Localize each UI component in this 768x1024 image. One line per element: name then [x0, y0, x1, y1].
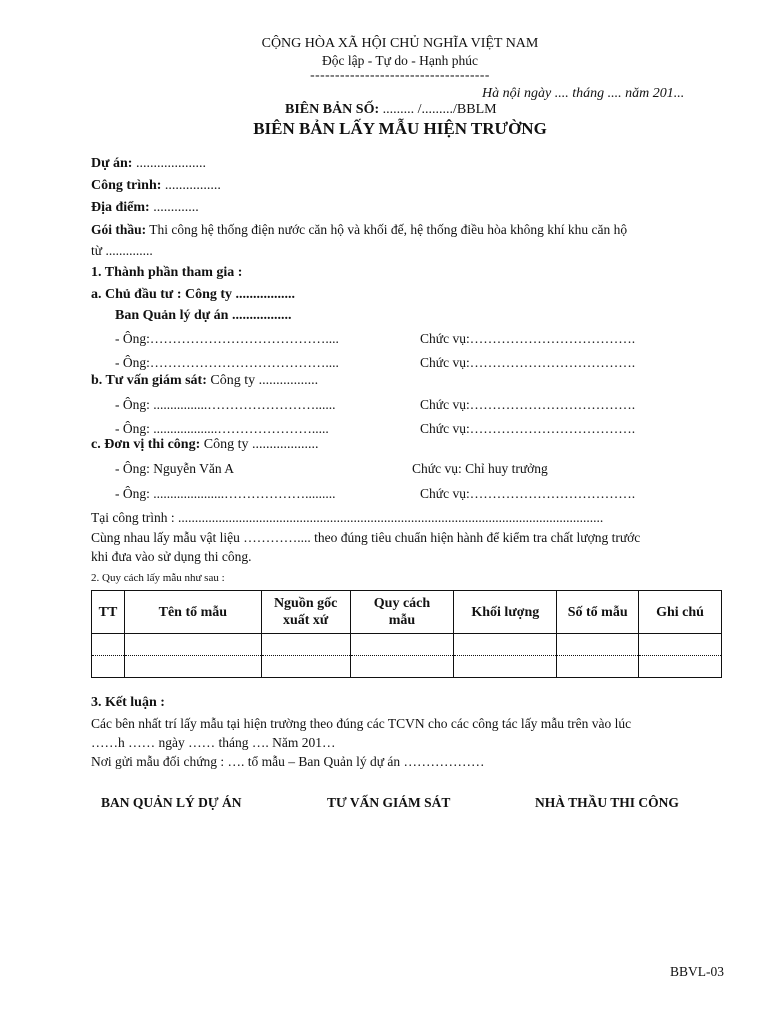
- reference-sample-line: Nơi gửi mẫu đối chứng : …. tổ mẫu – Ban Quản lý dự án ………………: [91, 754, 485, 769]
- place-date: Hà nội ngày .... tháng .... năm 201...: [482, 86, 685, 101]
- table-cell: [639, 634, 722, 656]
- form-code: BBVL-03: [670, 964, 724, 979]
- site-line: Tại công trình : ..............................................................................................................................: [91, 510, 604, 525]
- contractor-rep-position: Chức vụ:……………………………….: [420, 486, 636, 501]
- owner-rep-name: - Ông:…………………………………....: [115, 331, 339, 346]
- table-cell: [454, 656, 557, 678]
- pmb-label: Ban Quản lý dự án .................: [115, 308, 292, 323]
- column-header: Tên tổ mẫu: [124, 591, 261, 634]
- location-line: [91, 200, 199, 216]
- participants-heading: 1. Thành phần tham gia :: [91, 265, 243, 280]
- sampling-text: Cùng nhau lấy mẫu vật liệu ………….... theo đúng tiêu chuẩn hiện hành để kiểm tra chất lượng trước: [91, 530, 641, 545]
- signature-pmb: BAN QUẢN LÝ DỰ ÁN: [101, 795, 242, 810]
- table-row: [92, 634, 722, 656]
- location-value: .............: [149, 200, 199, 215]
- conclusion-datetime: ……h …… ngày …… tháng …. Năm 201…: [91, 735, 336, 750]
- contractor-line: [91, 437, 319, 453]
- location-label: Địa điểm:: [91, 200, 150, 215]
- contractor-company: Công ty ...................: [200, 437, 319, 452]
- conclusion-heading: 3. Kết luận :: [91, 695, 165, 710]
- national-title: CỘNG HÒA XÃ HỘI CHỦ NGHĨA VIỆT NAM: [261, 36, 539, 51]
- national-motto: Độc lập - Tự do - Hạnh phúc: [322, 53, 478, 68]
- column-header: Ghi chú: [639, 591, 722, 634]
- contractor-label: c. Đơn vị thi công:: [91, 437, 201, 452]
- document-title: BIÊN BẢN LẤY MẪU HIỆN TRƯỜNG: [253, 119, 547, 138]
- signature-supervisor: TƯ VẤN GIÁM SÁT: [327, 795, 451, 810]
- table-cell: [124, 634, 261, 656]
- spec-heading: 2. Quy cách lấy mẫu như sau :: [91, 572, 225, 584]
- table-cell: [350, 634, 454, 656]
- project-label: Dự án:: [91, 156, 133, 171]
- header-divider: ------------------------------------: [310, 67, 490, 82]
- supervisor-label: b. Tư vấn giám sát:: [91, 373, 207, 388]
- table-cell: [261, 656, 350, 678]
- record-number: [285, 102, 497, 118]
- project-value: ....................: [132, 156, 206, 171]
- table-cell: [350, 656, 454, 678]
- table-cell: [261, 634, 350, 656]
- table-cell: [92, 656, 125, 678]
- record-number-value: ......... /........./BBLM: [379, 102, 497, 117]
- package-value-continued: từ ..............: [91, 243, 153, 258]
- supervisor-rep-position: Chức vụ:……………………………….: [420, 397, 636, 412]
- sample-spec-table: [91, 590, 722, 678]
- project-line: [91, 156, 206, 172]
- table-cell: [454, 634, 557, 656]
- table-row: [92, 656, 722, 678]
- work-label: Công trình:: [91, 178, 162, 193]
- supervisor-rep-name: - Ông: ................……………………......: [115, 397, 336, 412]
- owner-label: a. Chủ đầu tư : Công ty .................: [91, 287, 296, 302]
- owner-rep-position: Chức vụ:……………………………….: [420, 355, 636, 370]
- contractor-rep-name: - Ông: .....................……………….........: [115, 486, 336, 501]
- supervisor-line: [91, 373, 318, 389]
- contractor-rep-position: Chức vụ: Chỉ huy trưởng: [412, 461, 548, 476]
- package-label: Gói thầu:: [91, 222, 147, 237]
- supervisor-company: Công ty .................: [206, 373, 319, 388]
- record-number-label: BIÊN BẢN SỐ:: [285, 102, 380, 117]
- owner-rep-name: - Ông:…………………………………....: [115, 355, 339, 370]
- owner-rep-position: Chức vụ:……………………………….: [420, 331, 636, 346]
- contractor-rep-name: - Ông: Nguyễn Văn A: [115, 461, 234, 476]
- work-line: [91, 178, 221, 194]
- sampling-text-continued: khi đưa vào sử dụng thi công.: [91, 549, 252, 564]
- supervisor-rep-position: Chức vụ:……………………………….: [420, 421, 636, 436]
- column-header: Số tổ mẫu: [557, 591, 639, 634]
- column-header: Khối lượng: [454, 591, 557, 634]
- conclusion-text: Các bên nhất trí lấy mẫu tại hiện trường theo đúng các TCVN cho các công tác lấy mẫu trên vào lúc: [91, 716, 632, 731]
- table-cell: [92, 634, 125, 656]
- supervisor-rep-name: - Ông: ...................………………….....: [115, 421, 329, 436]
- table-cell: [557, 634, 639, 656]
- table-cell: [124, 656, 261, 678]
- package-line: [91, 222, 627, 238]
- table-header-row: [92, 591, 722, 634]
- column-header: Quy cách mẫu: [350, 591, 454, 634]
- work-value: ................: [161, 178, 221, 193]
- table-cell: [557, 656, 639, 678]
- table-cell: [639, 656, 722, 678]
- package-value: Thi công hệ thống điện nước căn hộ và khối đế, hệ thống điều hòa không khí khu căn hộ: [146, 222, 628, 237]
- signature-contractor: NHÀ THẦU THI CÔNG: [535, 795, 679, 810]
- column-header: TT: [92, 591, 125, 634]
- column-header: Nguồn gốc xuất xứ: [261, 591, 350, 634]
